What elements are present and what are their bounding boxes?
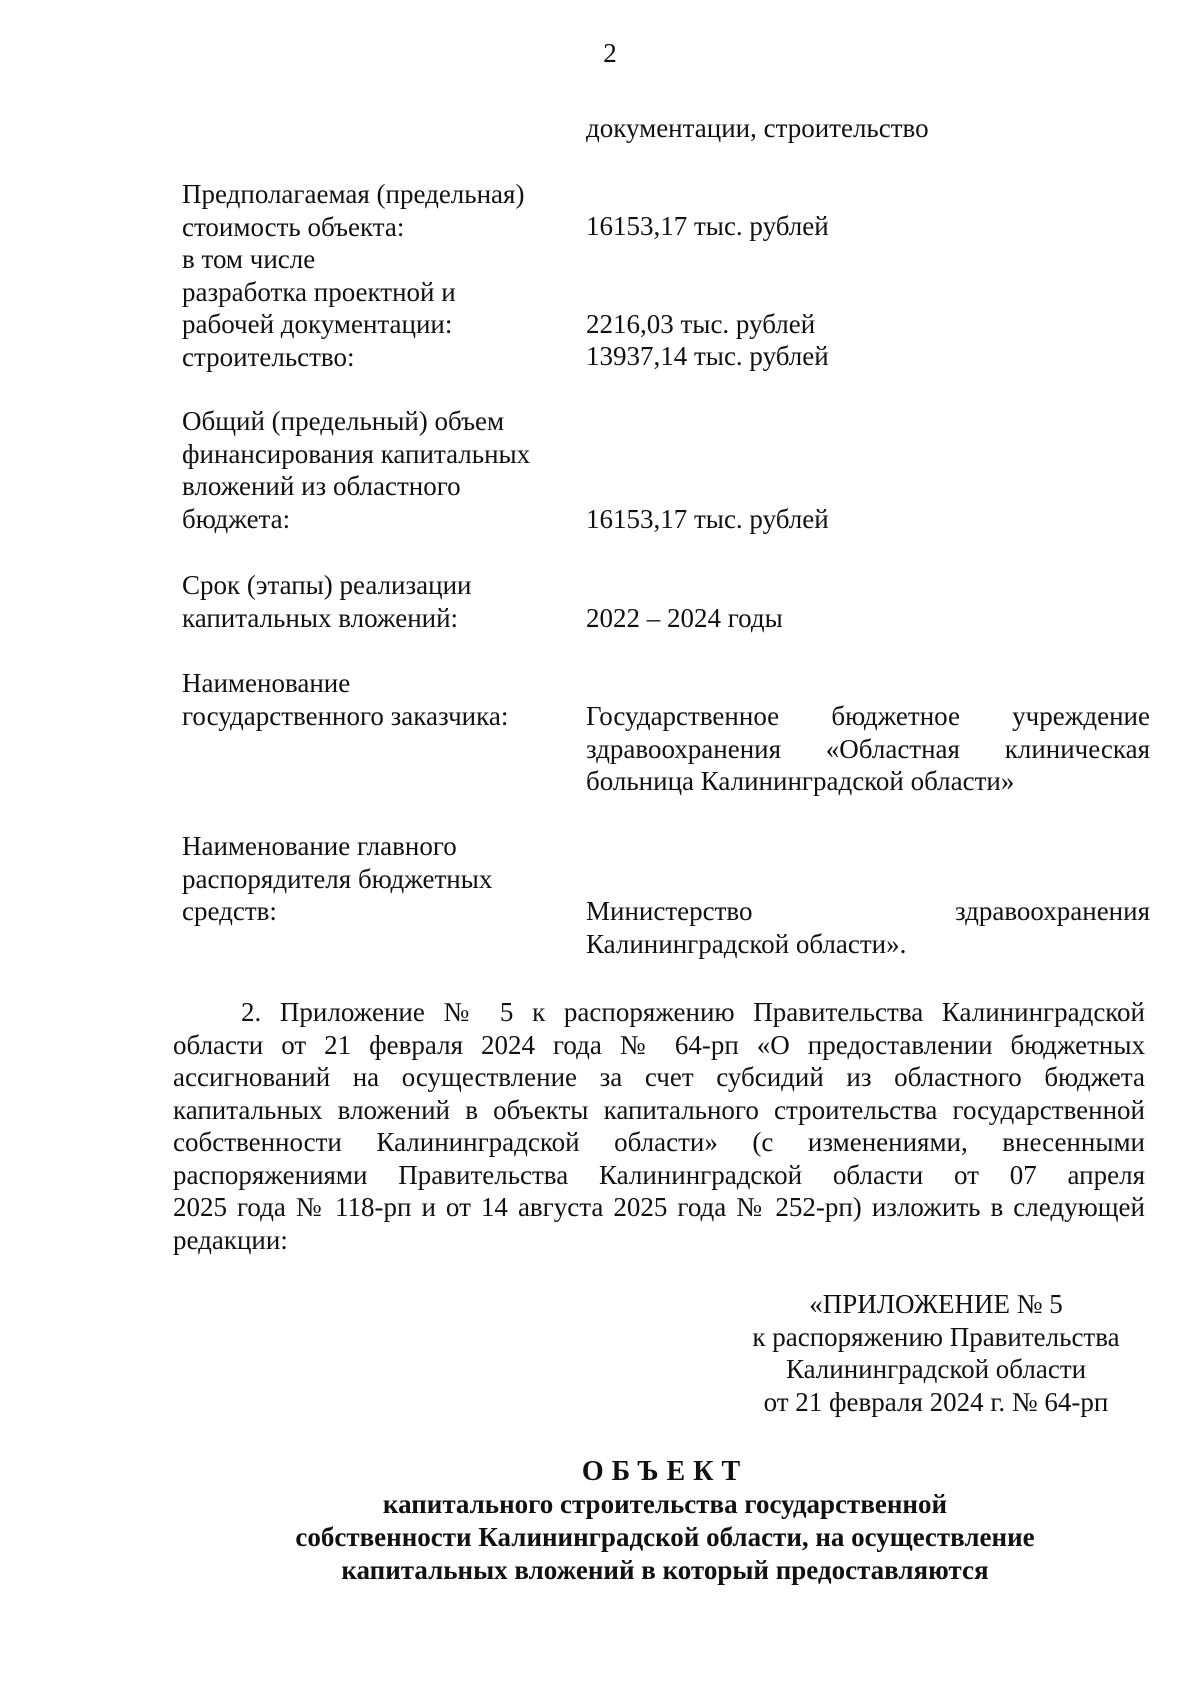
cost-label-line: в том числе [182,244,316,274]
funding-label [182,405,530,535]
term-label-line: Срок (этапы) реализации [182,570,472,600]
paragraph-line: собственности Калининградской области» (с изменениями, внесенными [173,1127,1145,1157]
document-title [0,1455,1200,1587]
term-label [182,569,472,634]
funding-value: 16153,17 тыс. рублей [586,504,829,534]
customer-value [586,700,1150,798]
paragraph-2 [173,996,1145,1256]
paragraph-line: распоряжениями Правительства Калининградской области от 07 апреля [173,1159,1145,1190]
appendix-line: Калининградской области [785,1354,1087,1384]
paragraph-line: капитальных вложений в объекты капитального строительства государственной [173,1094,1145,1125]
title-line: капитальных вложений в который предоставляются [341,1555,989,1585]
customer-label [182,667,508,732]
funding-label-line: вложений из областного [182,471,461,501]
cost-label-line: разработка проектной и [182,276,456,307]
cost-design-value: 2216,03 тыс. рублей [586,309,816,339]
cost-label-line: строительство: [182,341,355,372]
customer-value-line: больница Калининградской области» [586,766,1015,796]
cost-label-line: Предполагаемая (предельная) [182,179,525,209]
cost-label-line: рабочей документации: [182,309,453,339]
appendix-header [726,1288,1146,1418]
manager-value-line: Калининградской области». [586,928,907,959]
paragraph-line: ассигнований на осуществление за счет субсидий из областного бюджета [173,1062,1145,1092]
paragraph-line: 2025 года № 118-рп и от 14 августа 2025 года № 252-рп) изложить в следующей [173,1192,1145,1222]
continuation-text: документации, строительство [586,113,929,143]
paragraph-line: редакции: [173,1224,288,1255]
paragraph-line: 2. Приложение № 5 к распоряжению Правительства Калининградской [241,997,1145,1027]
manager-label-line: распорядителя бюджетных [182,863,493,894]
title-main: ОБЪЕКТ [581,1456,749,1487]
manager-label-line: Наименование главного [182,831,457,861]
appendix-line: к распоряжению Правительства [752,1321,1120,1352]
term-value: 2022 – 2024 годы [586,603,783,633]
appendix-line: от 21 февраля 2024 г. № 64-рп [763,1386,1109,1417]
manager-value-line: Министерство здравоохранения [586,896,1150,926]
manager-label [182,830,492,928]
customer-label-line: Наименование [182,668,351,698]
title-line: собственности Калининградской области, на осуществление [295,1522,1035,1552]
paragraph-line: области от 21 февраля 2024 года № 64-рп «О предоставлении бюджетных [173,1029,1145,1060]
funding-label-line: финансирования капитальных [182,438,531,469]
manager-value [586,895,1150,960]
cost-label [182,178,524,373]
appendix-line: «ПРИЛОЖЕНИЕ № 5 [809,1289,1063,1319]
customer-label-line: государственного заказчика: [182,700,509,731]
customer-value-line: Государственное бюджетное учреждение [586,701,1150,731]
funding-label-line: бюджета: [182,503,291,534]
page-number: 2 [603,38,617,68]
funding-label-line: Общий (предельный) объем [182,406,505,436]
cost-construction-value: 13937,14 тыс. рублей [586,341,829,371]
term-label-line: капитальных вложений: [182,602,459,633]
cost-label-line: стоимость объекта: [182,211,405,242]
customer-value-line: здравоохранения «Областная клиническая [586,733,1150,764]
manager-label-line: средств: [182,896,277,926]
title-line: капитального строительства государственной [382,1489,948,1519]
cost-total-value: 16153,17 тыс. рублей [586,211,829,241]
